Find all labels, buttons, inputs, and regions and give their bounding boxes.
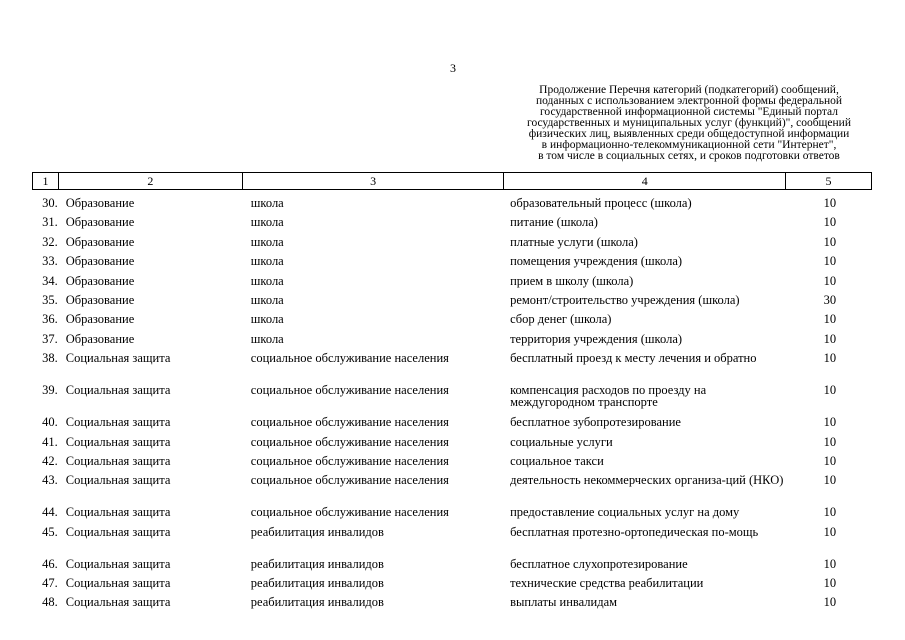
days-cell: 10 [823, 254, 837, 269]
category-cell: Образование [65, 234, 135, 249]
page-number: 3 [450, 61, 456, 75]
topic-cell: платные услуги (школа) [510, 234, 638, 249]
days-cell: 10 [823, 312, 837, 327]
category-cell: Социальная защита [65, 556, 171, 571]
row-number: 46. [42, 556, 58, 571]
days-cell: 10 [823, 196, 837, 210]
category-cell: Социальная защита [65, 383, 171, 398]
days-cell: 10 [823, 383, 837, 398]
table-row [32, 506, 872, 525]
topic-cell: бесплатное зубопротезирование [510, 415, 681, 430]
table-row [32, 558, 872, 577]
topic-cell: бесплатное слухопротезирование [510, 556, 688, 571]
category-cell: Образование [65, 196, 135, 210]
row-number: 37. [42, 331, 58, 346]
subcategory-cell: социальное обслуживание населения [250, 434, 449, 449]
topic-cell: социальное такси [510, 453, 604, 468]
header-cell: 5 [786, 173, 872, 190]
caption-line: Продолжение Перечня категорий (подкатегорий) сообщений, [539, 84, 839, 96]
topic-cell: бесплатная протезно-ортопедическая по-мощь [510, 524, 759, 539]
header-cell: 3 [242, 173, 504, 190]
category-cell: Образование [65, 273, 135, 288]
topic-cell: деятельность некоммерческих организа-ций (НКО) [510, 473, 784, 488]
row-number: 32. [42, 234, 58, 249]
table-row [32, 526, 872, 558]
subcategory-cell: школа [250, 292, 284, 307]
days-cell: 10 [823, 234, 837, 249]
table-body [32, 197, 872, 616]
table-row [32, 236, 872, 255]
topic-cell: территория учреждения (школа) [510, 331, 683, 346]
table-row [32, 294, 872, 313]
row-number: 33. [42, 254, 58, 269]
days-cell: 10 [823, 415, 837, 430]
days-cell: 10 [823, 595, 837, 610]
category-cell: Социальная защита [65, 434, 171, 449]
subcategory-cell: социальное обслуживание населения [250, 473, 449, 488]
table-row [32, 216, 872, 235]
topic-cell: социальные услуги [510, 434, 613, 449]
header-cell: 1 [33, 173, 59, 190]
topic-cell: сбор денег (школа) [510, 312, 612, 327]
row-number: 39. [42, 383, 58, 398]
table-header [32, 172, 872, 190]
topic-cell: предоставление социальных услуг на дому [510, 505, 740, 520]
header-cell: 4 [504, 173, 786, 190]
subcategory-cell: социальное обслуживание населения [250, 415, 449, 430]
header-cell: 2 [58, 173, 242, 190]
days-cell: 10 [823, 473, 837, 488]
subcategory-cell: школа [250, 331, 284, 346]
subcategory-cell: социальное обслуживание населения [250, 453, 449, 468]
days-cell: 10 [823, 576, 837, 591]
subcategory-cell: социальное обслуживание населения [250, 351, 449, 366]
caption-line: государственной информационной системы "Единый портал [540, 106, 838, 118]
table-row [32, 313, 872, 332]
caption-line: поданных с использованием электронной формы федеральной [535, 95, 843, 107]
days-cell: 10 [823, 273, 837, 288]
table-row [32, 577, 872, 596]
caption-line: в том числе в социальных сетях, и сроков подготовки ответов [538, 150, 840, 162]
category-cell: Социальная защита [65, 473, 171, 488]
row-number: 38. [42, 351, 58, 366]
table-header-row [33, 173, 872, 190]
days-cell: 10 [823, 434, 837, 449]
topic-cell: образовательный процесс (школа) [510, 196, 692, 210]
subcategory-cell: школа [250, 254, 284, 269]
category-cell: Социальная защита [65, 524, 171, 539]
table-row [32, 333, 872, 352]
days-cell: 10 [823, 505, 837, 520]
category-cell: Образование [65, 254, 135, 269]
caption-line: государственных и муниципальных услуг (функций)", сообщений [527, 117, 851, 129]
row-number: 41. [42, 434, 58, 449]
category-cell: Образование [65, 331, 135, 346]
category-cell: Образование [65, 312, 135, 327]
topic-cell: прием в школу (школа) [510, 273, 634, 288]
subcategory-cell: социальное обслуживание населения [250, 383, 449, 398]
table-row [32, 596, 872, 615]
topic-cell: бесплатный проезд к месту лечения и обратно [510, 351, 757, 366]
table-row [32, 255, 872, 274]
table-row [32, 384, 872, 416]
category-cell: Социальная защита [65, 505, 171, 520]
row-number: 48. [42, 595, 58, 610]
subcategory-cell: школа [250, 234, 284, 249]
subcategory-cell: социальное обслуживание населения [250, 505, 449, 520]
topic-cell: ремонт/строительство учреждения (школа) [510, 292, 740, 307]
category-cell: Социальная защита [65, 576, 171, 591]
table-row [32, 275, 872, 294]
days-cell: 10 [823, 556, 837, 571]
row-number: 36. [42, 312, 58, 327]
topic-cell: помещения учреждения (школа) [510, 254, 683, 269]
days-cell: 30 [823, 292, 837, 307]
category-cell: Социальная защита [65, 351, 171, 366]
days-cell: 10 [823, 453, 837, 468]
caption-line: в информационно-телекоммуникационной сети "Интернет", [541, 139, 837, 151]
category-cell: Социальная защита [65, 453, 171, 468]
subcategory-cell: реабилитация инвалидов [250, 595, 384, 610]
table-row [32, 352, 872, 384]
row-number: 42. [42, 453, 58, 468]
row-number: 45. [42, 524, 58, 539]
subcategory-cell: школа [250, 215, 284, 230]
topic-cell: компенсация расходов по проезду на междугородном транспорте [510, 383, 707, 410]
topic-cell: выплаты инвалидам [510, 595, 618, 610]
row-number: 44. [42, 505, 58, 520]
caption-line: физических лиц, выявленных среди общедоступной информации [528, 128, 850, 140]
row-number: 34. [42, 273, 58, 288]
table-row [32, 474, 872, 506]
row-number: 47. [42, 576, 58, 591]
days-cell: 10 [823, 215, 837, 230]
days-cell: 10 [823, 331, 837, 346]
topic-cell: технические средства реабилитации [510, 576, 704, 591]
row-number: 40. [42, 415, 58, 430]
table-row [32, 416, 872, 435]
table-row [32, 436, 872, 455]
subcategory-cell: реабилитация инвалидов [250, 556, 384, 571]
subcategory-cell: реабилитация инвалидов [250, 576, 384, 591]
row-number: 30. [42, 196, 58, 210]
category-cell: Образование [65, 292, 135, 307]
topic-cell: питание (школа) [510, 215, 598, 230]
subcategory-cell: реабилитация инвалидов [250, 524, 384, 539]
subcategory-cell: школа [250, 273, 284, 288]
category-cell: Образование [65, 215, 135, 230]
category-cell: Социальная защита [65, 595, 171, 610]
row-number: 31. [42, 215, 58, 230]
table-row [32, 197, 872, 216]
table-caption [498, 85, 880, 162]
category-cell: Социальная защита [65, 415, 171, 430]
row-number: 35. [42, 292, 58, 307]
days-cell: 10 [823, 351, 837, 366]
table-row [32, 455, 872, 474]
subcategory-cell: школа [250, 312, 284, 327]
subcategory-cell: школа [250, 196, 284, 210]
days-cell: 10 [823, 524, 837, 539]
row-number: 43. [42, 473, 58, 488]
